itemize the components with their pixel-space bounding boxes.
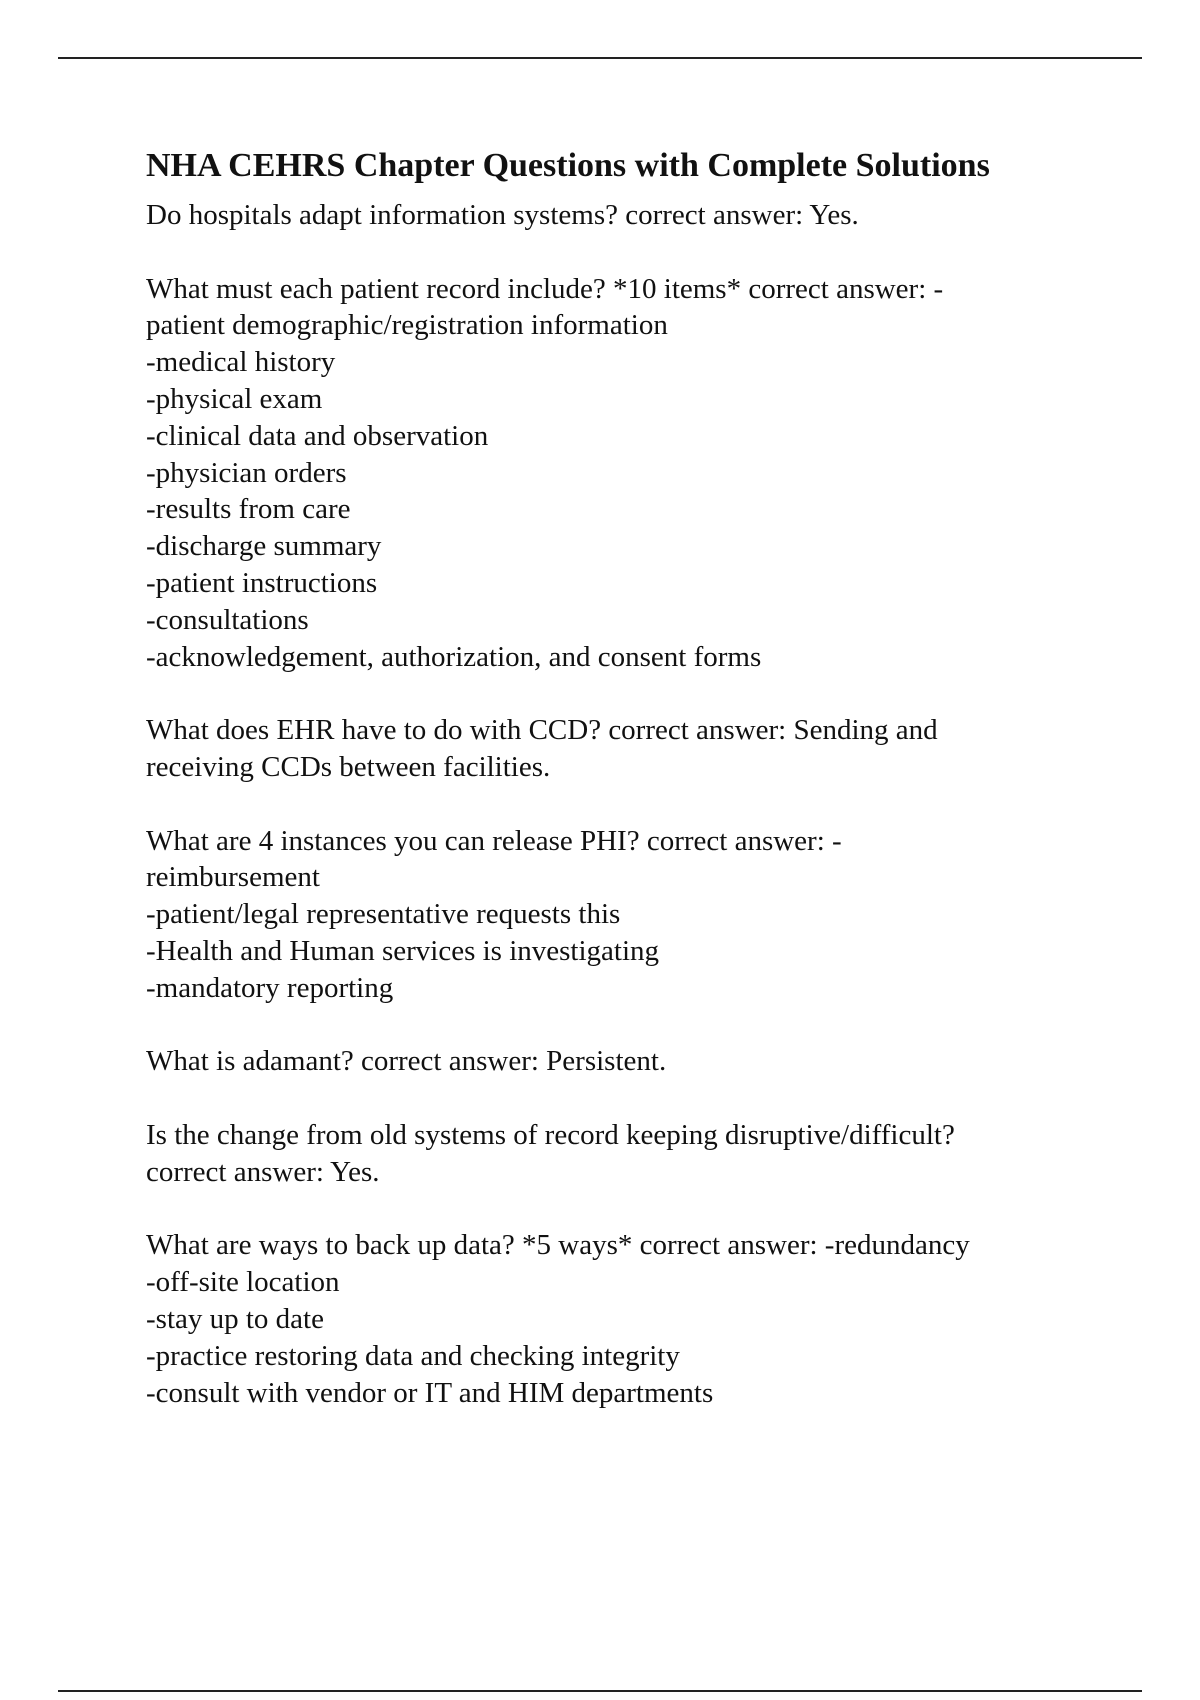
qa-line: -medical history — [146, 346, 336, 379]
qa-line: What must each patient record include? *10 items* correct answer: - — [146, 272, 944, 305]
qa-line: Do hospitals adapt information systems? correct answer: Yes. — [146, 199, 859, 231]
qa-line: -Health and Human services is investigating — [146, 934, 660, 967]
qa-item-5 — [146, 1043, 1086, 1080]
qa-item-2 — [146, 271, 1086, 676]
document-title: NHA CEHRS Chapter Questions with Complete Solutions — [146, 147, 990, 184]
qa-item-7 — [146, 1227, 1086, 1411]
qa-line: What are 4 instances you can release PHI? correct answer: - — [146, 824, 842, 857]
qa-line: Is the change from old systems of record keeping disruptive/difficult? — [146, 1118, 955, 1151]
qa-line: What are ways to back up data? *5 ways* correct answer: -redundancy — [146, 1229, 970, 1262]
qa-line: -discharge summary — [146, 530, 382, 563]
qa-line: -stay up to date — [146, 1302, 324, 1335]
qa-line: -results from care — [146, 493, 351, 526]
qa-line: -consult with vendor or IT and HIM departments — [146, 1376, 714, 1409]
qa-line: receiving CCDs between facilities. — [146, 750, 551, 783]
qa-line: -practice restoring data and checking integrity — [146, 1339, 680, 1372]
qa-item-3 — [146, 712, 1086, 786]
qa-line: What does EHR have to do with CCD? correct answer: Sending and — [146, 714, 938, 747]
header-rule — [58, 57, 1142, 59]
qa-line: -mandatory reporting — [146, 971, 394, 1004]
qa-line: -consultations — [146, 603, 309, 636]
qa-item-1 — [146, 197, 1086, 234]
document-body — [146, 144, 1086, 1448]
qa-line: What is adamant? correct answer: Persistent. — [146, 1045, 667, 1078]
qa-item-6 — [146, 1117, 1086, 1191]
qa-line: -off-site location — [146, 1266, 340, 1299]
qa-line: reimbursement — [146, 861, 320, 894]
qa-line: -physician orders — [146, 456, 347, 489]
qa-line: patient demographic/registration information — [146, 309, 668, 342]
qa-line: -physical exam — [146, 382, 323, 415]
qa-line: -patient/legal representative requests this — [146, 898, 621, 931]
qa-line: -acknowledgement, authorization, and consent forms — [146, 640, 762, 673]
qa-line: -patient instructions — [146, 566, 378, 599]
qa-item-4 — [146, 823, 1086, 1007]
qa-line: correct answer: Yes. — [146, 1155, 380, 1188]
qa-line: -clinical data and observation — [146, 419, 489, 452]
footer-rule — [58, 1690, 1142, 1692]
